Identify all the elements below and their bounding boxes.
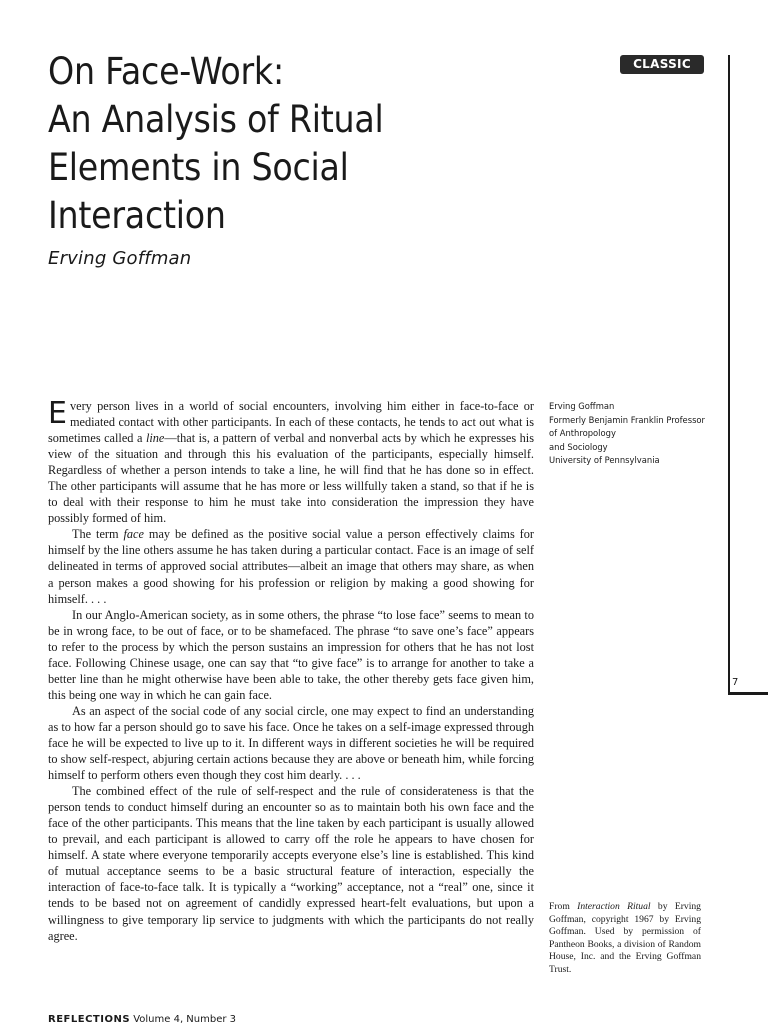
journal-issue: Volume 4, Number 3 [133, 1014, 237, 1025]
author-affiliation [549, 400, 709, 468]
term-line: line [145, 431, 165, 446]
paragraph-4: As an aspect of the social code of any social circle, one may expect to find an understanding as to how far a person should go to save his face. Once he takes on a self-image expressed through face he will be expected to live up to it. In different ways in different societies he will be required to show self-respect, abjuring certain actions because they are above or beneath him, while forcing himself to perform others even though they cost him dearly. . . . [48, 703, 534, 783]
permission-credit [549, 901, 701, 977]
term-face: face [123, 527, 144, 542]
affiliation-line: University of Pennsylvania [549, 455, 660, 465]
journal-name: REFLECTIONS [48, 1014, 131, 1025]
affiliation-name: Erving Goffman [549, 401, 615, 411]
paragraph-2-text-a: The term [72, 527, 124, 542]
paragraph-1-text-b: —that is, a pattern of verbal and nonverbal acts by which he expresses his view of the situation and through this his evaluation of the participants, especially himself. Regardless of whether a person intends to take a line, he will find that he has done so in effect. The other participants will assume that he has more or less willfully taken a stand, so that if he is to deal with their response to him he must take into consideration the impression they have possibly formed of him. [48, 431, 535, 526]
article-body [48, 398, 534, 944]
affiliation-line: Formerly Benjamin Franklin Professor [549, 414, 706, 425]
vertical-rule [728, 55, 730, 695]
author-name: Erving Goffman [48, 248, 192, 269]
title-line: Elements in Social [48, 146, 349, 189]
affiliation-line: and Sociology [549, 441, 608, 452]
running-footer [48, 1014, 236, 1025]
paragraph-2-text-b: may be defined as the positive social value a person effectively claims for himself by the line others assume he has taken during a particular contact. Face is an image of self delineated in terms of approved social attributes—albeit an image that others may share, as when a person makes a good showing for his profession or religion by making a good showing for himself. . . . [48, 527, 534, 606]
paragraph-2 [48, 526, 534, 606]
paragraph-5: The combined effect of the rule of self-respect and the rule of considerateness is that the person tends to conduct himself during an encounter so as to maintain both his own face and the face of the other participants. This means that the line taken by each participant is usually allowed to prevail, and each participant is allowed to carry off the role he appears to have chosen for himself. A state where everyone temporarily accepts everyone else’s line is established. This kind of mutual acceptance seems to be a basic structural feature of interaction, especially the interaction of face-to-face talk. It is typically a “working” acceptance, not a “real” one, since it tends to be based not on agreement of candidly expressed heart-felt evaluations, but upon a willingness to give temporary lip service to judgments with which the participants do not really agree. [48, 784, 534, 943]
credit-text-a: From [549, 901, 578, 912]
paragraph-1-text-a: very person lives in a world of social encounters, involving him either in face-to-face or mediated contact with other participants. In each of these contacts, he tends to act out what is sometimes called a [48, 399, 534, 446]
paragraph-1 [48, 398, 534, 526]
classic-badge: CLASSIC [620, 55, 704, 74]
page-number: 7 [732, 677, 739, 688]
title-line: An Analysis of Ritual [48, 98, 384, 141]
page-number-rule [728, 692, 768, 695]
credit-book-title: Interaction Ritual [577, 901, 651, 912]
affiliation-line: of Anthropology [549, 428, 616, 438]
paragraph-3: In our Anglo-American society, as in some others, the phrase “to lose face” seems to mean to be in wrong face, to be out of face, or to be shamefaced. The phrase “to save one’s face” appears to refer to the process by which the person sustains an impression for others that he has not lost face. Following Chinese usage, one can say that “to give face” is to arrange for another to take a better line than he might otherwise have been able to take, the other thereby gets face given him, this being one way in which he can gain face. [48, 607, 534, 702]
title-line: On Face-Work: [48, 50, 284, 93]
drop-cap: E [48, 396, 67, 431]
title-line: Interaction [48, 194, 226, 237]
credit-text-b: by Erving Goffman, copyright 1967 by Erving Goffman. Used by permission of Pantheon Books, a division of Random House, Inc. and the Erving Goffman Trust. [549, 901, 701, 975]
article-title [48, 48, 498, 240]
